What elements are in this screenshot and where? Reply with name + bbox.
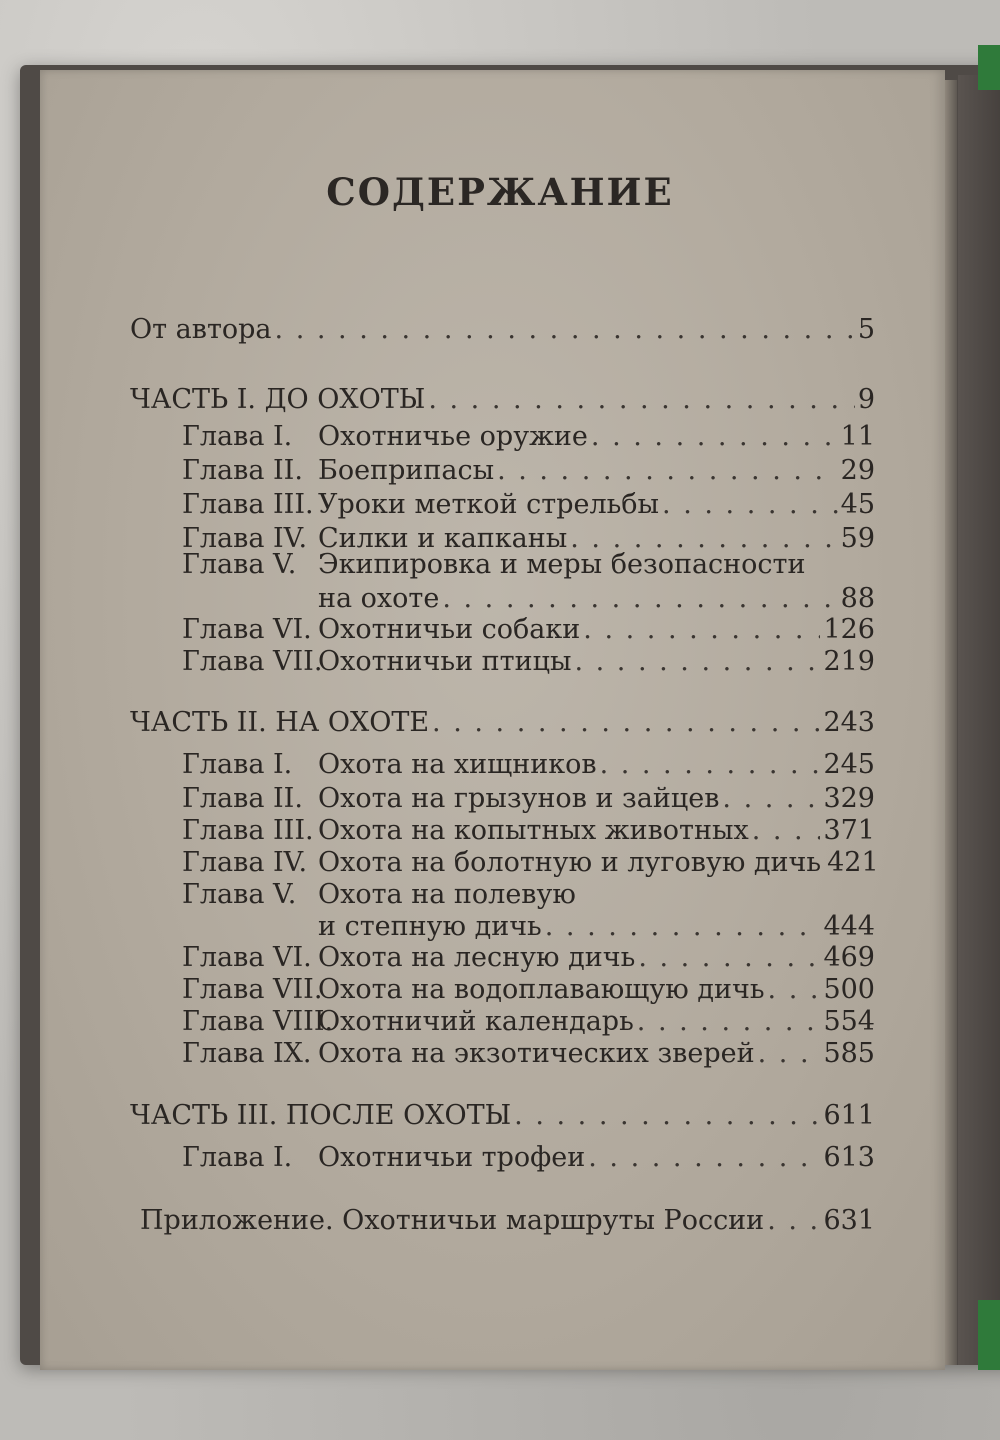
leader-dots — [768, 973, 821, 1007]
part-label: ЧАСТЬ III. ПОСЛЕ ОХОТЫ — [130, 1100, 512, 1131]
toc-chapter[interactable] — [182, 973, 875, 1007]
chapter-number: Глава IV. — [182, 847, 308, 878]
toc-chapter[interactable] — [182, 878, 875, 912]
chapter-title: Уроки меткой стрельбы — [318, 489, 660, 520]
toc-page-number: 243 — [823, 707, 875, 738]
chapter-number: Глава II. — [182, 783, 303, 814]
part-label: ЧАСТЬ II. НА ОХОТЕ — [130, 707, 430, 738]
toc-chapter[interactable] — [182, 941, 875, 975]
leader-dots — [588, 1141, 820, 1175]
leader-dots — [275, 313, 855, 347]
chapter-title: Охотничий календарь — [318, 1006, 634, 1037]
chapter-number: Глава IX. — [182, 1038, 312, 1069]
chapter-title: Охота на хищников — [318, 749, 597, 780]
toc-page-number: 500 — [823, 974, 875, 1005]
leader-dots — [752, 814, 821, 848]
page-title: СОДЕРЖАНИЕ — [326, 170, 674, 214]
part-label: ЧАСТЬ I. ДО ОХОТЫ — [130, 384, 426, 415]
toc-part-3[interactable] — [130, 1099, 875, 1133]
chapter-number: Глава VI. — [182, 614, 312, 645]
chapter-number: Глава VII. — [182, 646, 323, 677]
toc-chapter-continuation[interactable] — [318, 910, 875, 944]
toc-entry-text: От автора — [130, 314, 272, 345]
chapter-number: Глава VIII. — [182, 1006, 334, 1037]
chapter-number: Глава III. — [182, 815, 314, 846]
chapter-title: Охотничьи трофеи — [318, 1142, 586, 1173]
toc-page-number: 554 — [823, 1006, 875, 1037]
toc-page-number: 9 — [857, 384, 875, 415]
toc-chapter[interactable] — [182, 454, 875, 488]
chapter-number: Глава I. — [182, 1142, 293, 1173]
toc-chapter[interactable] — [182, 1037, 875, 1071]
leader-dots — [583, 613, 820, 647]
chapter-number: Глава I. — [182, 749, 293, 780]
toc-page-number: 59 — [840, 523, 875, 554]
leader-dots — [638, 941, 820, 975]
toc-page-number: 631 — [823, 1205, 875, 1236]
toc-entry-foreword[interactable] — [130, 313, 875, 347]
toc-chapter[interactable] — [182, 846, 879, 880]
chapter-title: Силки и капканы — [318, 523, 568, 554]
chapter-title: Экипировка и меры безопасности — [318, 549, 806, 580]
toc-page-number: 11 — [840, 421, 875, 452]
toc-page-number: 611 — [823, 1100, 875, 1131]
chapter-title-continuation: и степную дичь — [318, 911, 542, 942]
toc-part-2[interactable] — [130, 706, 875, 740]
leader-dots — [637, 1005, 821, 1039]
chapter-title: Охотничьи собаки — [318, 614, 581, 645]
chapter-title: Охота на болотную и луговую дичь — [318, 847, 822, 878]
chapter-number: Глава III. — [182, 489, 314, 520]
chapter-number: Глава VI. — [182, 942, 312, 973]
toc-page-number: 126 — [823, 614, 875, 645]
toc-entry-text: Приложение. Охотничьи маршруты России — [140, 1205, 765, 1236]
toc-page-number: 421 — [827, 847, 879, 878]
chapter-title: Боеприпасы — [318, 455, 495, 486]
toc-chapter[interactable] — [182, 613, 875, 647]
toc-page-number: 5 — [857, 314, 875, 345]
chapter-title: Охота на копытных животных — [318, 815, 749, 846]
toc-page-number: 219 — [823, 646, 875, 677]
toc-page-number: 613 — [823, 1142, 875, 1173]
toc-chapter[interactable] — [182, 420, 875, 454]
toc-part-1[interactable] — [130, 383, 875, 417]
chapter-number: Глава II. — [182, 455, 303, 486]
chapter-number: Глава VII. — [182, 974, 323, 1005]
chapter-title: Охота на полевую — [318, 879, 576, 910]
toc-chapter[interactable] — [182, 814, 875, 848]
toc-page-number: 444 — [823, 911, 875, 942]
toc-chapter[interactable] — [182, 748, 875, 782]
toc-chapter[interactable] — [182, 548, 875, 582]
leader-dots — [722, 782, 820, 816]
chapter-number: Глава IV. — [182, 523, 308, 554]
leader-dots — [428, 383, 854, 417]
chapter-title-continuation: на охоте — [318, 583, 440, 614]
toc-entry-appendix[interactable] — [140, 1204, 875, 1238]
toc-chapter-continuation[interactable] — [318, 582, 875, 616]
leader-dots — [758, 1037, 821, 1071]
chapter-number: Глава I. — [182, 421, 293, 452]
toc-page-number: 29 — [840, 455, 875, 486]
toc-page-number: 585 — [823, 1038, 875, 1069]
leader-dots — [600, 748, 821, 782]
leader-dots — [662, 488, 838, 522]
leader-dots — [442, 582, 837, 616]
leader-dots — [574, 645, 820, 679]
chapter-number: Глава V. — [182, 879, 297, 910]
chapter-title: Охота на грызунов и зайцев — [318, 783, 720, 814]
toc-chapter[interactable] — [182, 1005, 875, 1039]
leader-dots — [497, 454, 838, 488]
chapter-title: Охота на экзотических зверей — [318, 1038, 755, 1069]
leader-dots — [514, 1099, 820, 1133]
chapter-title: Охотничьи птицы — [318, 646, 572, 677]
leader-dots — [432, 706, 820, 740]
toc-chapter[interactable] — [182, 1141, 875, 1175]
chapter-title: Охотничье оружие — [318, 421, 588, 452]
toc-page-number: 45 — [840, 489, 875, 520]
toc-chapter[interactable] — [182, 782, 875, 816]
chapter-title: Охота на лесную дичь — [318, 942, 636, 973]
chapter-number: Глава V. — [182, 549, 297, 580]
toc-chapter[interactable] — [182, 488, 875, 522]
toc-page-number: 88 — [840, 583, 875, 614]
toc-page-number: 329 — [823, 783, 875, 814]
toc-page-number: 469 — [823, 942, 875, 973]
chapter-title: Охота на водоплавающую дичь — [318, 974, 765, 1005]
leader-dots — [591, 420, 838, 454]
toc-page-number: 371 — [823, 815, 875, 846]
toc-chapter[interactable] — [182, 645, 875, 679]
leader-dots — [767, 1204, 820, 1238]
toc-page-number: 245 — [823, 749, 875, 780]
leader-dots — [545, 910, 821, 944]
